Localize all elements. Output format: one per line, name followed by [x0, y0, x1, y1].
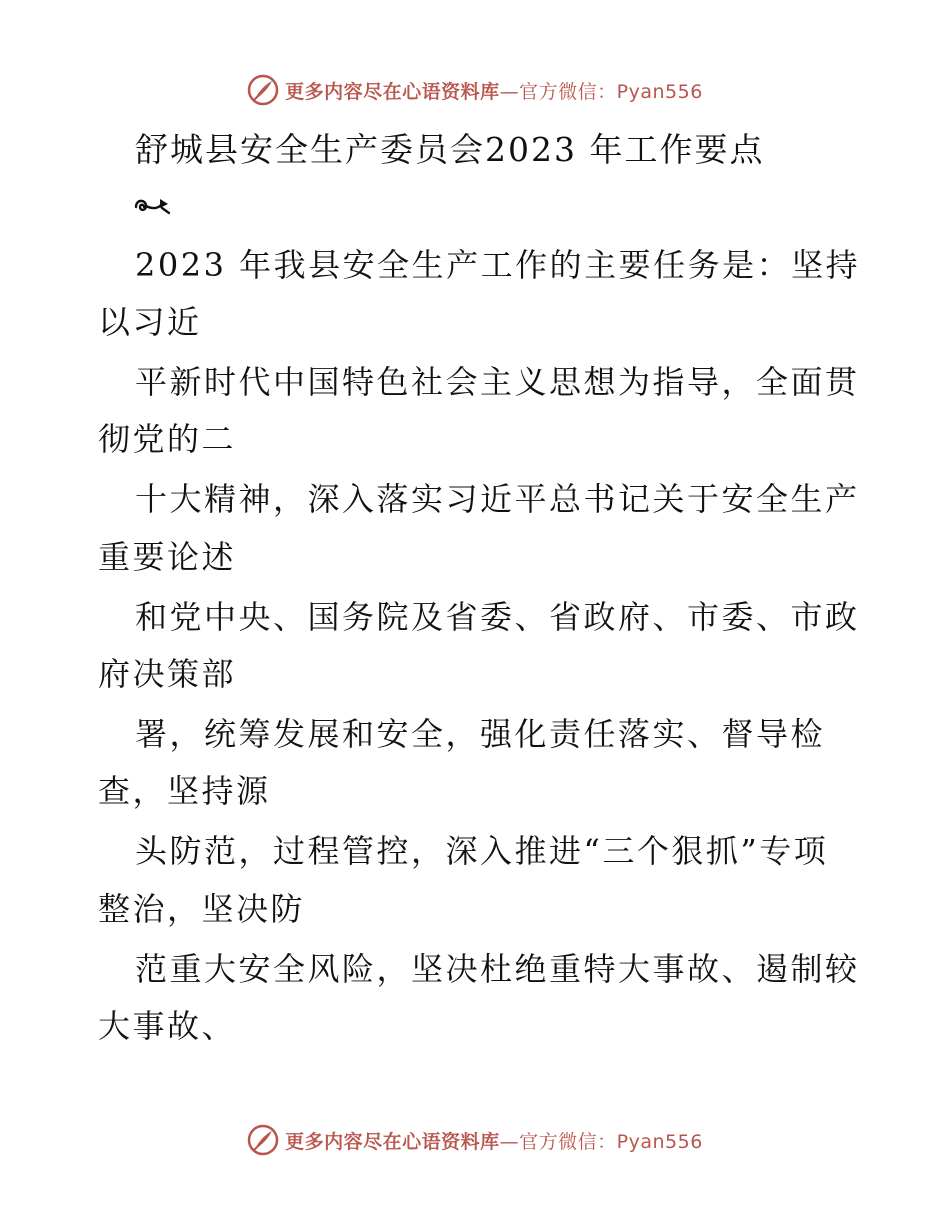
quill-pen-logo-icon: [247, 74, 279, 106]
swirl-ornament-icon: [132, 195, 172, 217]
body-line: 十大精神，深入落实习近平总书记关于安全生产: [135, 480, 860, 518]
quill-pen-logo-icon: [247, 1124, 279, 1156]
banner-text: [285, 77, 703, 104]
banner-brand: 更多内容尽在心语资料库: [285, 1130, 500, 1153]
banner-brand: 更多内容尽在心语资料库: [285, 80, 500, 103]
body-line: 头防范，过程管控，深入推进“三个狠抓”专项: [135, 832, 829, 870]
banner-wechat: 官方微信：Pyan556: [519, 80, 703, 103]
body-line: 大事故、: [98, 1007, 237, 1045]
body-line: 查，坚持源: [98, 772, 271, 810]
body-line: 2023 年我县安全生产工作的主要任务是：坚持: [135, 246, 861, 284]
document-title: 舒城县安全生产委员会2023 年工作要点: [135, 130, 765, 169]
body-line: 重要论述: [98, 538, 237, 576]
banner-separator: —: [499, 1130, 520, 1153]
banner-separator: —: [499, 80, 520, 103]
banner-wechat: 官方微信：Pyan556: [519, 1130, 703, 1153]
body-line: 署，统筹发展和安全，强化责任落实、督导检: [135, 715, 826, 753]
body-line: 府决策部: [98, 655, 237, 693]
banner-text: [285, 1127, 703, 1154]
body-line: 以习近: [98, 303, 202, 341]
footer-banner: [0, 1120, 950, 1160]
body-line: 平新时代中国特色社会主义思想为指导，全面贯: [135, 363, 860, 401]
body-line: 和党中央、国务院及省委、省政府、市委、市政: [135, 598, 860, 636]
body-line: 彻党的二: [98, 420, 237, 458]
body-line: 范重大安全风险，坚决杜绝重特大事故、遏制较: [135, 950, 860, 988]
header-banner: [0, 70, 950, 110]
body-line: 整治，坚决防: [98, 890, 306, 928]
